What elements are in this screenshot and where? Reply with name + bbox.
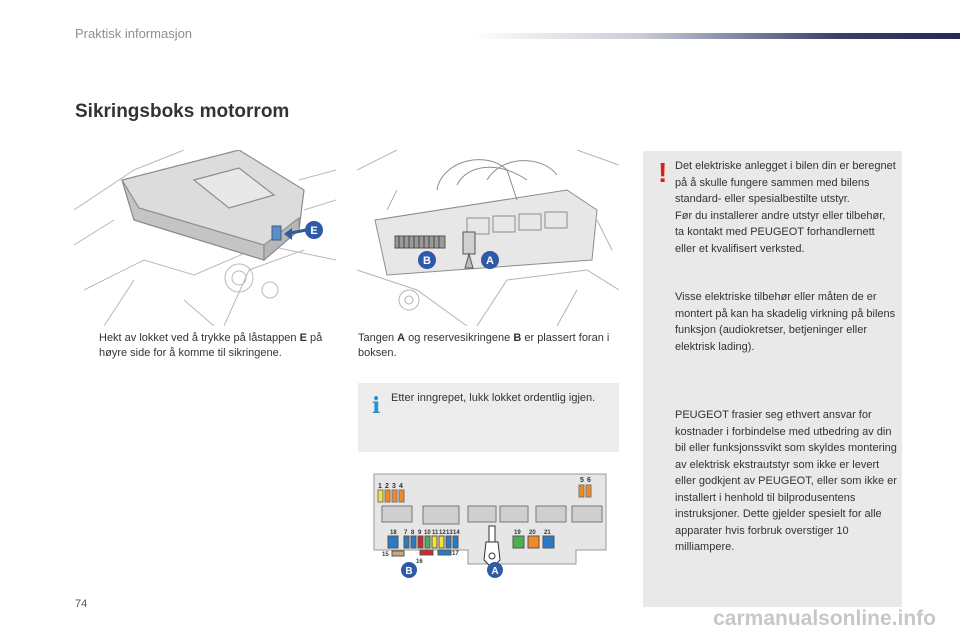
page-title: Sikringsboks motorrom [75, 101, 290, 122]
fuse-8 [411, 536, 416, 548]
fuse-11 [432, 536, 437, 548]
fuse-diagram [368, 468, 613, 580]
fuse-13 [446, 536, 451, 548]
fuse-label-3: 3 [392, 483, 396, 490]
desc-part1: Tangen [358, 332, 398, 344]
fuse-layout-diagram [368, 468, 613, 580]
warning-text [675, 158, 897, 257]
step-instruction [75, 331, 340, 361]
fuse-6 [586, 485, 591, 497]
step-text [75, 331, 340, 361]
relay-3 [468, 506, 496, 522]
fuse-label-13: 13 [446, 530, 453, 536]
fuse-9 [418, 536, 423, 548]
warning-icon: ! [658, 157, 668, 188]
relay-4 [500, 506, 528, 522]
fuse-5 [579, 485, 584, 497]
fuse-21 [543, 536, 554, 548]
label-b: B [423, 255, 431, 267]
step-text-before: Hekt av lokket ved å trykke på låstappen [99, 332, 300, 344]
fuse-label-6: 6 [587, 477, 591, 484]
panel-paragraph-2: Visse elektriske tilbehør eller måten de er montert på kan ha skadelig virkning på bilens funksjon (audiokretser, betjeninger eller elektrisk lading). [675, 291, 896, 353]
fuse-label-18: 18 [390, 530, 397, 536]
header-gradient-bar [470, 33, 960, 39]
fuse-label-21: 21 [544, 530, 551, 536]
relay-5 [536, 506, 566, 522]
fuse-label-15: 15 [382, 552, 389, 558]
fuse-15 [392, 551, 404, 556]
relay-1 [382, 506, 412, 522]
fuse-label-20: 20 [529, 530, 536, 536]
info-icon: i [372, 393, 381, 419]
relay-2 [423, 506, 459, 524]
step-text-after: på høyre side for å komme til sikringene. [99, 332, 323, 359]
fuse-20 [528, 536, 539, 548]
fuse-label-17: 17 [452, 551, 459, 557]
fuse-7 [404, 536, 409, 548]
fuse-label-1: 1 [378, 483, 382, 490]
diagram-label-b: B [405, 566, 413, 577]
fuse-1 [378, 490, 383, 502]
fuse-label-4: 4 [399, 483, 403, 490]
step-bold-e: E [299, 332, 307, 344]
photo-fusebox-cover [74, 150, 336, 326]
engine-cover-illustration [74, 150, 336, 326]
open-fusebox-illustration [357, 150, 619, 326]
warning-text-1: Det elektriske anlegget i bilen din er beregnet på å skulle fungere sammen med bilens standard- eller spesialbestilte utstyr. [675, 160, 896, 205]
fuse-label-10: 10 [424, 530, 431, 536]
fuse-10 [425, 536, 430, 548]
page-number: 74 [75, 598, 88, 610]
fuse-18 [388, 536, 398, 548]
fuse-2 [385, 490, 390, 502]
fuse-label-8: 8 [411, 530, 415, 536]
fuse-17 [438, 550, 451, 555]
info-box [358, 383, 619, 452]
fuse-12 [439, 536, 444, 548]
side-panel [643, 151, 902, 607]
fuse-14 [453, 536, 458, 548]
fuse-label-12: 12 [439, 530, 446, 536]
info-text: Etter inngrepet, lukk lokket ordentlig igjen. [391, 392, 596, 404]
fuse-19 [513, 536, 524, 548]
fuse-3 [392, 490, 397, 502]
fuse-label-11: 11 [432, 530, 439, 536]
fuse-label-7: 7 [404, 530, 408, 536]
fuse-label-14: 14 [453, 530, 460, 536]
photo-fusebox-open [357, 150, 619, 326]
fuse-label-19: 19 [514, 530, 521, 536]
watermark: carmanualsonline.info [713, 607, 936, 630]
desc-bold-a: A [397, 332, 406, 344]
fuse-label-9: 9 [418, 530, 422, 536]
relay-6 [572, 506, 602, 522]
fuse-label-16: 16 [416, 559, 423, 565]
section-title: Praktisk informasjon [75, 26, 193, 41]
desc-part3: er plassert foran i boksen. [358, 332, 610, 359]
fuse-4 [399, 490, 404, 502]
panel-paragraph-3: PEUGEOT frasier seg ethvert ansvar for kostnader i forbindelse med utbedring av din bil eller funksjonssvikt som skyldes montering av elektrisk ekstrautstyr som ikke er levert eller godkjent av PEUGEOT, eller som ikke er installert i henhold til bilprodusentens instruksjoner. Dette gjelder spesielt for alle apparater hvis forbruk overstiger 10 milliampere. [675, 409, 897, 553]
desc-part2: og reservesikringene [405, 332, 514, 344]
fuse-label-5: 5 [580, 477, 584, 484]
label-a: A [486, 255, 494, 267]
desc-bold-b: B [513, 332, 522, 344]
description-text [358, 331, 623, 361]
fuse-16 [420, 550, 433, 555]
warning-text-2: Før du installerer andre utstyr eller tilbehør, ta kontakt med PEUGEOT forhandlernett eller et kvalifisert verksted. [675, 209, 886, 255]
diagram-label-a: A [491, 566, 499, 577]
fuse-label-2: 2 [385, 483, 389, 490]
label-e: E [310, 225, 318, 237]
